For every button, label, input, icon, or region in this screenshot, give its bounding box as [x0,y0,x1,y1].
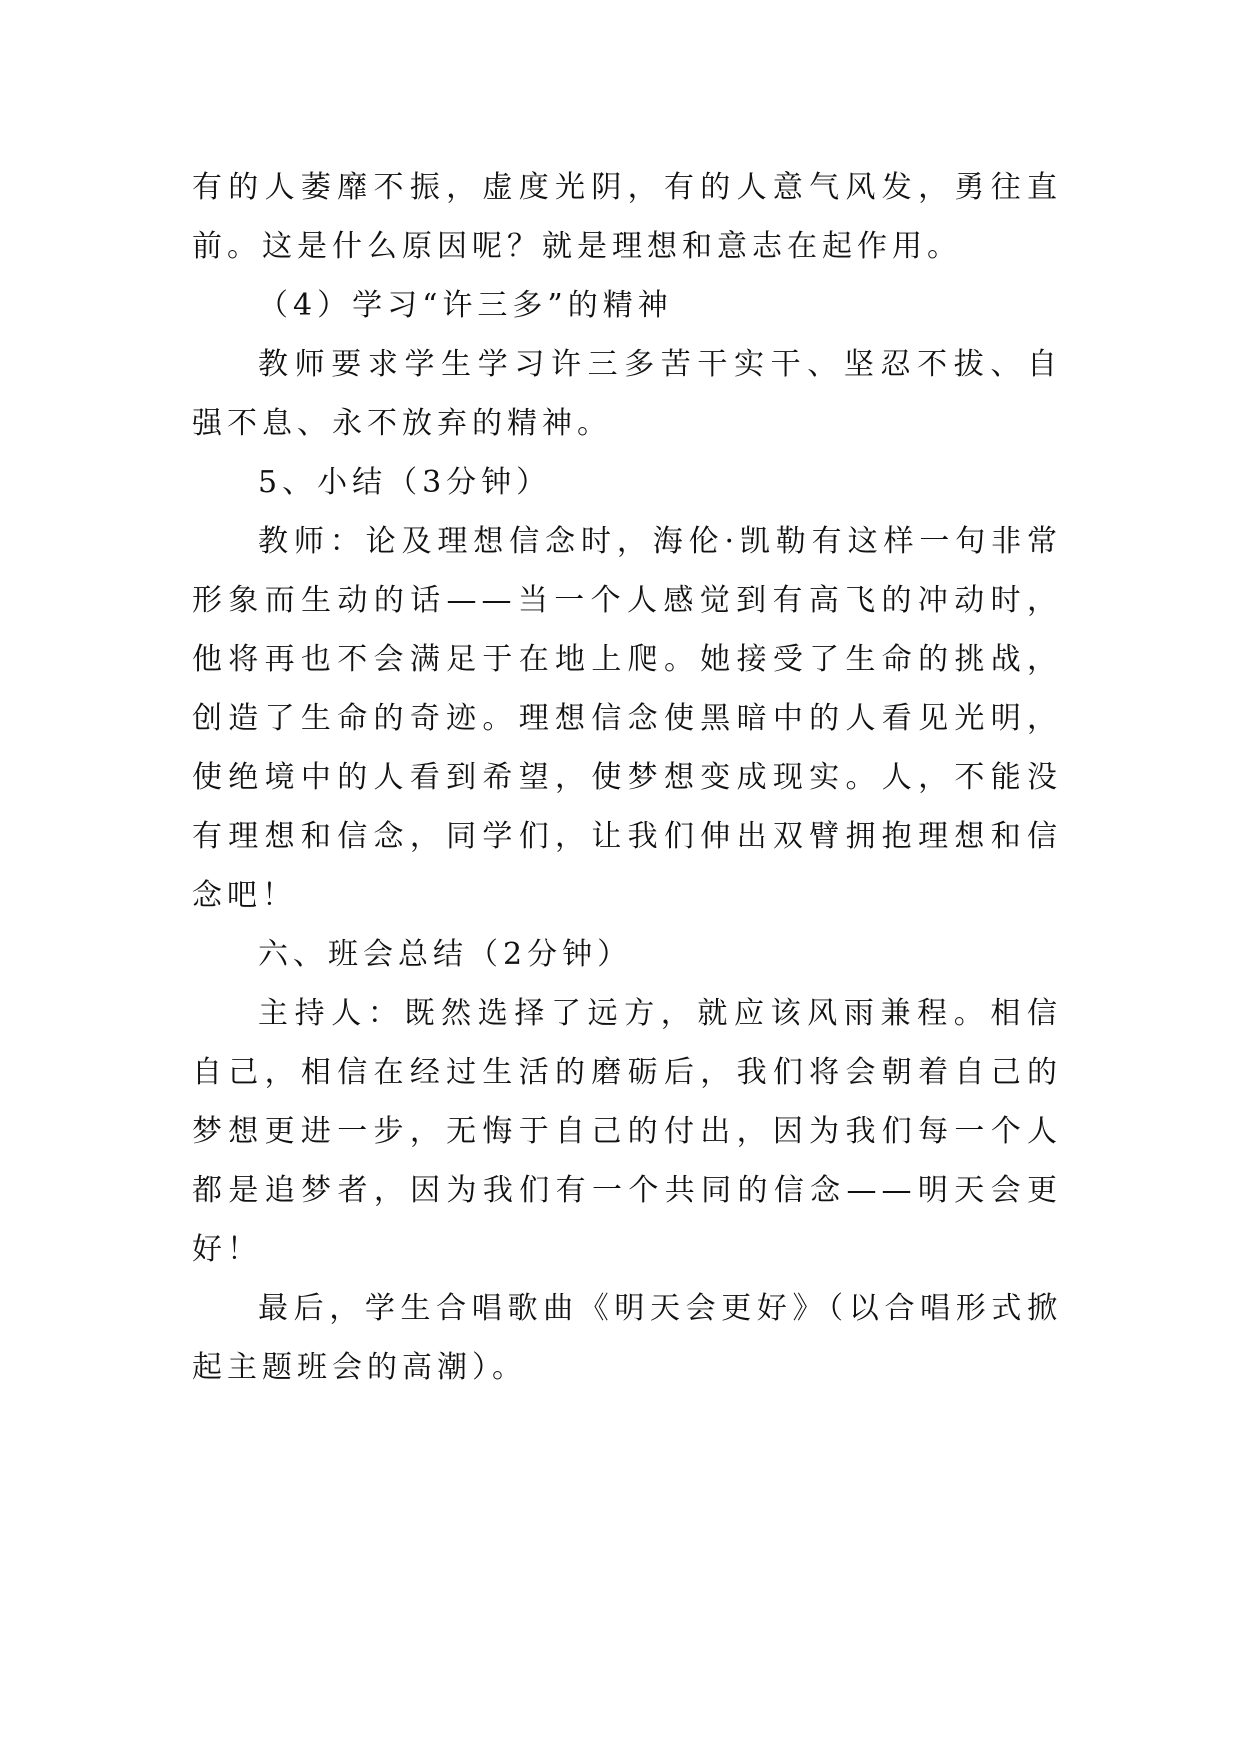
section-heading-class-meeting-summary: 六、班会总结（2分钟） [258,937,633,972]
document-body [192,158,1062,1397]
paragraph-teacher-summary: 教师：论及理想信念时，海伦·凯勒有这样一句非常形象而生动的话——当一个人感觉到有高飞的冲动时，他将再也不会满足于在地上爬。她接受了生命的挑战，创造了生命的奇迹。理想信念使黑暗中的人看见光明，使绝境中的人看到希望，使梦想变成现实。人，不能没有理想和信念，同学们，让我们伸出双臂拥抱理想和信念吧！ [192,524,1062,913]
paragraph-host-speech: 主持人：既然选择了远方，就应该风雨兼程。相信自己，相信在经过生活的磨砺后，我们将会朝着自己的梦想更进一步，无悔于自己的付出，因为我们每一个人都是追梦者，因为我们有一个共同的信念——明天会更好！ [192,996,1062,1267]
paragraph-teacher-requirement: 教师要求学生学习许三多苦干实干、坚忍不拔、自强不息、永不放弃的精神。 [192,347,1062,441]
section-heading-summary: 5、小结（3分钟） [258,465,552,500]
paragraph-closing-song: 最后，学生合唱歌曲《明天会更好》（以合唱形式掀起主题班会的高潮）。 [192,1291,1062,1385]
paragraph-continuation: 有的人萎靡不振，虚度光阴，有的人意气风发，勇往直前。这是什么原因呢？就是理想和意志在起作用。 [192,170,1062,264]
section-heading-4: （4）学习“许三多”的精神 [258,288,673,323]
